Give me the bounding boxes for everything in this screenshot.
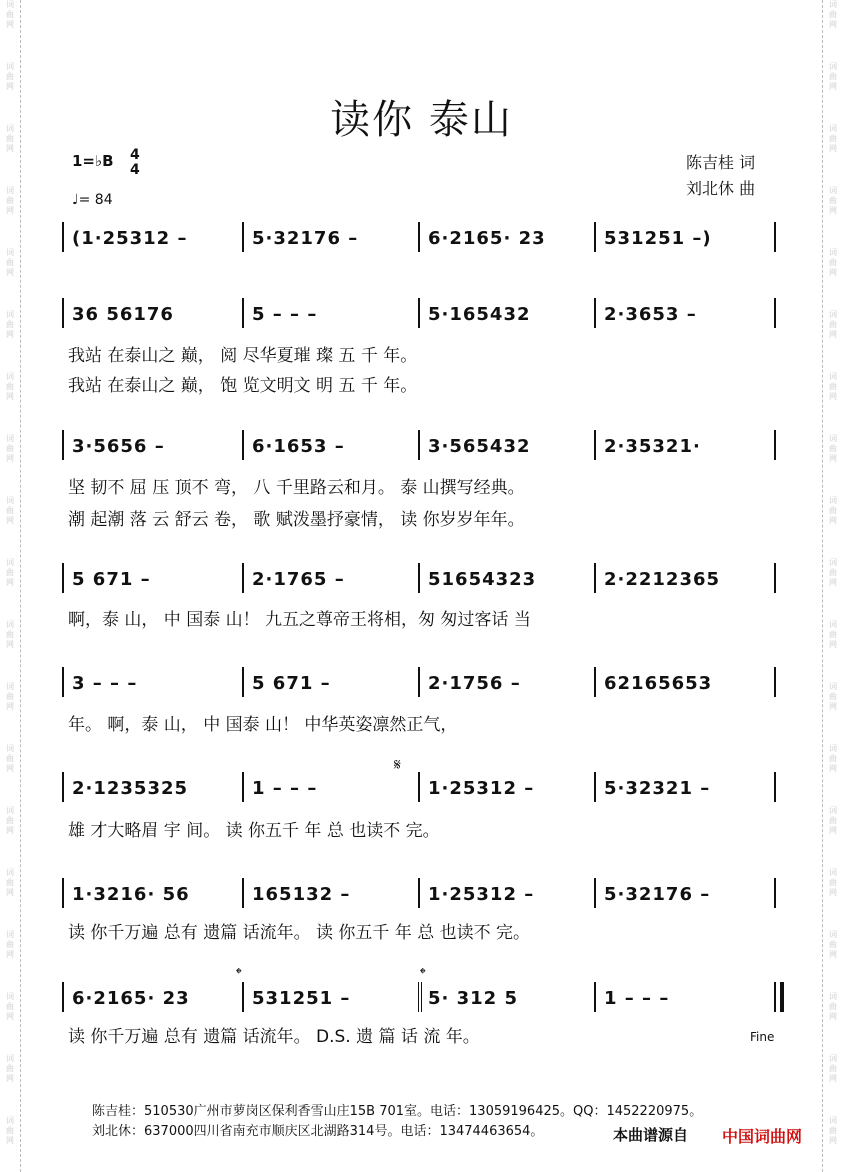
watermark-text: 词曲网 xyxy=(829,0,837,29)
watermark-text: 词曲网 xyxy=(6,930,14,959)
measure-notes: 531251 –) xyxy=(604,228,712,249)
lyric-line: 坚 韧不 屈 压 顶不 弯， 八 千里路云和月。 泰 山撰写经典。 xyxy=(68,478,525,498)
measure-notes: 1 – – – xyxy=(604,988,670,1009)
measure-notes: 2·1765 – xyxy=(252,569,345,590)
measure-notes: 5 671 – xyxy=(252,673,331,694)
lyric-line: 雄 才大略眉 宇 间。 读 你五千 年 总 也读不 完。 xyxy=(68,821,440,841)
barline xyxy=(774,298,776,328)
barline xyxy=(418,563,420,593)
barline xyxy=(774,222,776,252)
watermark-text: 词曲网 xyxy=(6,1116,14,1145)
barline xyxy=(594,430,596,460)
measure-notes: 1·25312 – xyxy=(428,778,535,799)
barline xyxy=(242,667,244,697)
measure-notes: 6·1653 – xyxy=(252,436,345,457)
measure-notes: 2·2212365 xyxy=(604,569,721,590)
coda-sign: 𝄌 xyxy=(236,964,242,983)
measure-notes: 2·3653 – xyxy=(604,304,697,325)
barline xyxy=(594,298,596,328)
lyric-line: 潮 起潮 落 云 舒云 卷， 歌 赋泼墨抒豪情， 读 你岁岁年年。 xyxy=(68,510,525,530)
watermark-text: 词曲网 xyxy=(829,558,837,587)
barline xyxy=(242,982,244,1012)
notation-row xyxy=(62,298,784,330)
watermark-text: 词曲网 xyxy=(829,62,837,91)
source-label: 本曲谱源自 xyxy=(613,1126,689,1144)
watermark-text: 词曲网 xyxy=(829,1116,837,1145)
watermark-text: 词曲网 xyxy=(6,806,14,835)
measure-notes: (1·25312 – xyxy=(72,228,188,249)
lyric-line: 我站 在泰山之 巅， 饱 览文明文 明 五 千 年。 xyxy=(68,376,418,396)
barline xyxy=(418,298,420,328)
barline xyxy=(62,772,64,802)
measure-notes: 6·2165· 23 xyxy=(428,228,546,249)
meter-top: 4 xyxy=(130,147,140,163)
measure-notes: 3 – – – xyxy=(72,673,138,694)
watermark-text: 词曲网 xyxy=(829,124,837,153)
watermark-text: 词曲网 xyxy=(829,1054,837,1083)
notation-row xyxy=(62,222,784,254)
watermark-text: 词曲网 xyxy=(6,62,14,91)
measure-notes: 1·3216· 56 xyxy=(72,884,190,905)
watermark-text: 词曲网 xyxy=(829,744,837,773)
watermark-text: 词曲网 xyxy=(829,806,837,835)
notation-row xyxy=(62,878,784,910)
coda-sign: 𝄌 xyxy=(420,964,426,983)
measure-notes: 3·565432 xyxy=(428,436,531,457)
watermark-text: 词曲网 xyxy=(829,868,837,897)
barline xyxy=(242,563,244,593)
barline xyxy=(774,772,776,802)
watermark-text: 词曲网 xyxy=(829,496,837,525)
barline xyxy=(594,772,596,802)
barline xyxy=(62,878,64,908)
watermark-text: 词曲网 xyxy=(6,310,14,339)
lyric-line: 我站 在泰山之 巅， 阅 尽华夏璀 璨 五 千 年。 xyxy=(68,346,418,366)
notation-row xyxy=(62,563,784,595)
watermark-text: 词曲网 xyxy=(6,496,14,525)
barline xyxy=(62,563,64,593)
measure-notes: 5·32176 – xyxy=(604,884,711,905)
watermark-text: 词曲网 xyxy=(829,248,837,277)
measure-notes: 36 56176 xyxy=(72,304,174,325)
watermark-text: 词曲网 xyxy=(829,186,837,215)
time-signature xyxy=(130,148,140,178)
barline xyxy=(242,222,244,252)
notation-row xyxy=(62,982,784,1014)
fine-marking: Fine xyxy=(750,1030,775,1044)
measure-notes: 6·2165· 23 xyxy=(72,988,190,1009)
barline xyxy=(418,878,420,908)
barline xyxy=(62,667,64,697)
barline xyxy=(62,222,64,252)
watermark-text: 词曲网 xyxy=(6,186,14,215)
measure-notes: 5 – – – xyxy=(252,304,318,325)
barline xyxy=(774,563,776,593)
measure-notes: 5·165432 xyxy=(428,304,531,325)
watermark-text: 词曲网 xyxy=(6,992,14,1021)
barline xyxy=(242,430,244,460)
watermark-text: 词曲网 xyxy=(6,434,14,463)
watermark-text: 词曲网 xyxy=(829,372,837,401)
barline xyxy=(62,298,64,328)
barline xyxy=(242,772,244,802)
watermark-text: 词曲网 xyxy=(6,372,14,401)
measure-notes: 531251 – xyxy=(252,988,351,1009)
notation-row xyxy=(62,430,784,462)
lyricist-credit: 陈吉桂 词 xyxy=(686,153,756,172)
watermark-text: 词曲网 xyxy=(829,620,837,649)
barline xyxy=(774,982,776,1012)
watermark-text: 词曲网 xyxy=(829,434,837,463)
measure-notes: 1 – – – xyxy=(252,778,318,799)
barline xyxy=(594,982,596,1012)
notation-row xyxy=(62,667,784,699)
barline xyxy=(774,878,776,908)
measure-notes: 3·5656 – xyxy=(72,436,165,457)
watermark-text: 词曲网 xyxy=(6,124,14,153)
watermark-text: 词曲网 xyxy=(6,868,14,897)
watermark-text: 词曲网 xyxy=(6,558,14,587)
barline xyxy=(242,878,244,908)
measure-notes: 62165653 xyxy=(604,673,713,694)
watermark-text: 词曲网 xyxy=(829,682,837,711)
barline xyxy=(62,430,64,460)
barline xyxy=(774,667,776,697)
watermark-text: 词曲网 xyxy=(6,744,14,773)
watermark-text: 词曲网 xyxy=(6,248,14,277)
notation-row xyxy=(62,772,784,804)
key-signature: 1=♭B xyxy=(72,152,114,170)
watermark-text: 词曲网 xyxy=(6,620,14,649)
barline xyxy=(418,430,420,460)
tempo-marking: ♩= 84 xyxy=(72,192,113,208)
lyric-line: 啊，泰 山， 中 国泰 山！ 九五之尊帝王将相，匆 匆过客话 当 xyxy=(68,610,531,630)
barline xyxy=(62,982,64,1012)
footer-contact-composer: 刘北休：637000四川省南充市顺庆区北湖路314号。电话：13474463654。 xyxy=(92,1124,544,1139)
measure-notes: 2·1235325 xyxy=(72,778,189,799)
segno-sign: 𝄋 xyxy=(394,755,401,774)
barline xyxy=(418,222,420,252)
barline xyxy=(594,878,596,908)
barline xyxy=(418,667,420,697)
lyric-line: 读 你千万遍 总有 遗篇 话流年。 D.S. 遗 篇 话 流 年。 xyxy=(68,1027,480,1047)
barline xyxy=(594,667,596,697)
barline xyxy=(774,430,776,460)
watermark-text: 词曲网 xyxy=(829,310,837,339)
barline xyxy=(242,298,244,328)
watermark-text: 词曲网 xyxy=(6,682,14,711)
watermark-text: 词曲网 xyxy=(829,930,837,959)
barline xyxy=(418,772,420,802)
footer-contact-lyricist: 陈吉桂：510530广州市萝岗区保利香雪山庄15B 701室。电话：13059196425。QQ：1452220975。 xyxy=(92,1104,703,1119)
measure-notes: 2·35321· xyxy=(604,436,701,457)
measure-notes: 5·32321 – xyxy=(604,778,711,799)
measure-notes: 5 671 – xyxy=(72,569,151,590)
measure-notes: 2·1756 – xyxy=(428,673,521,694)
barline xyxy=(418,982,422,1012)
measure-notes: 5· 312 5 xyxy=(428,988,518,1009)
measure-notes: 51654323 xyxy=(428,569,537,590)
barline xyxy=(594,222,596,252)
lyric-line: 年。 啊，泰 山， 中 国泰 山！ 中华英姿凛然正气， xyxy=(68,715,458,735)
measure-notes: 5·32176 – xyxy=(252,228,359,249)
brand-logo-text: 中国词曲网 xyxy=(722,1127,803,1146)
lyric-line: 读 你千万遍 总有 遗篇 话流年。 读 你五千 年 总 也读不 完。 xyxy=(68,923,531,943)
composer-credit: 刘北休 曲 xyxy=(686,179,756,198)
watermark-text: 词曲网 xyxy=(829,992,837,1021)
barline xyxy=(594,563,596,593)
watermark-text: 词曲网 xyxy=(6,1054,14,1083)
measure-notes: 165132 – xyxy=(252,884,351,905)
meter-bottom: 4 xyxy=(130,162,140,178)
measure-notes: 1·25312 – xyxy=(428,884,535,905)
song-title: 读你 泰山 xyxy=(330,97,513,143)
watermark-text: 词曲网 xyxy=(6,0,14,29)
